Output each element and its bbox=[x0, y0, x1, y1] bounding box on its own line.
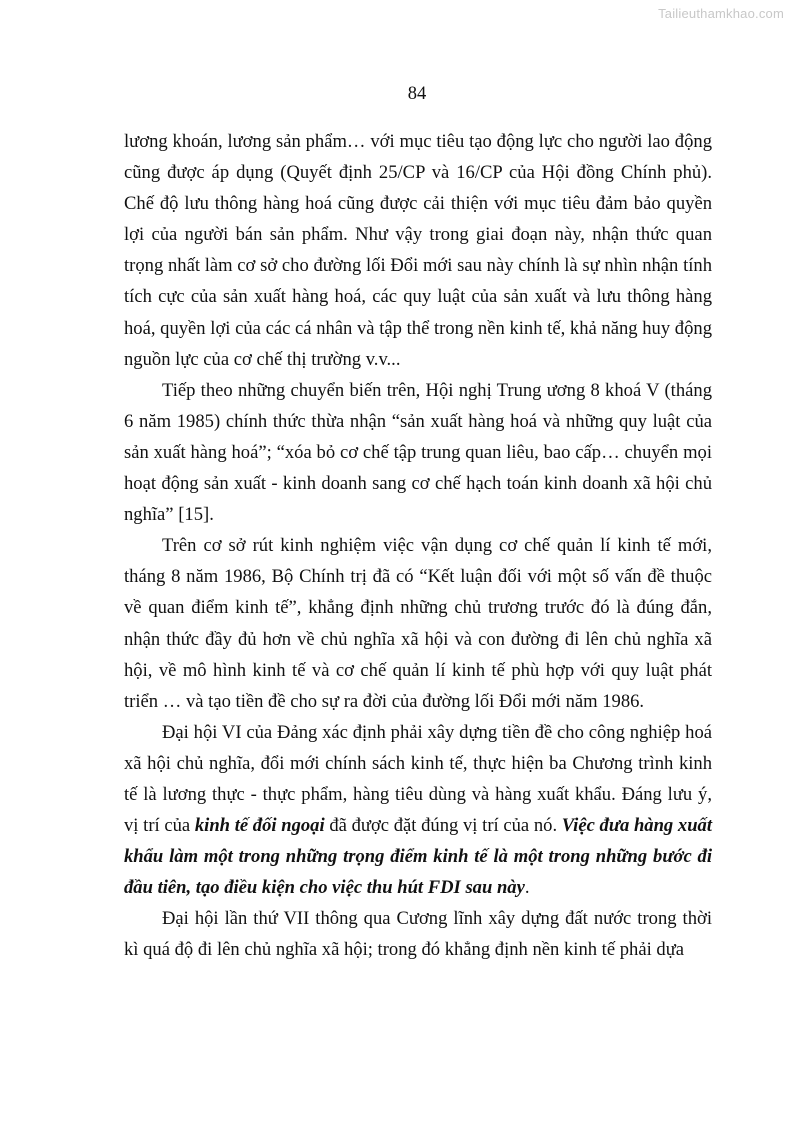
paragraph-3 bbox=[124, 530, 712, 717]
paragraph-text: lương khoán, lương sản phẩm… với mục tiêu tạo động lực cho người lao động cũng được áp dụng (Quyết định 25/CP và 16/CP của Hội đồng Chính phủ). Chế độ lưu thông hàng hoá cũng được cải thiện với mục tiêu đảm bảo quyền lợi của người bán sản phẩm. Như vậy trong giai đoạn này, nhận thức quan trọng nhất làm cơ sở cho đường lối Đổi mới sau này chính là sự nhìn nhận tính tích cực của sản xuất hàng hoá, các quy luật của sản xuất và lưu thông hàng hoá, quyền lợi của các cá nhân và tập thể trong nền kinh tế, khả năng huy động nguồn lực của cơ chế thị trường v.v... bbox=[124, 131, 712, 370]
paragraph-text: Tiếp theo những chuyển biến trên, Hội nghị Trung ương 8 khoá V (tháng 6 năm 1985) chính thức thừa nhận “sản xuất hàng hoá và những quy luật của sản xuất hàng hoá”; “xóa bỏ cơ chế tập trung quan liêu, bao cấp… chuyển mọi hoạt động sản xuất - kinh doanh sang cơ chế hạch toán kinh doanh xã hội chủ nghĩa” [15]. bbox=[124, 379, 712, 526]
paragraph-text: Trên cơ sở rút kinh nghiệm việc vận dụng cơ chế quản lí kinh tế mới, tháng 8 năm 1986, Bộ Chính trị đã có “Kết luận đối với một số vấn đề thuộc về quan điểm kinh tế”, khẳng định những chủ trương trước đó là đúng đắn, nhận thức đầy đủ hơn về chủ nghĩa xã hội và con đường đi lên chủ nghĩa xã hội, về mô hình kinh tế và cơ chế quản lí kinh tế phù hợp với quy luật phát triển … và tạo tiền đề cho sự ra đời của đường lối Đổi mới năm 1986. bbox=[124, 535, 712, 712]
paragraph-5 bbox=[124, 903, 712, 965]
paragraph-text: Đại hội VI của Đảng xác định phải xây dựng tiền đề cho công nghiệp hoá xã hội chủ nghĩa, đổi mới chính sách kinh tế, thực hiện ba Chương trình kinh tế là lương thực - thực phẩm, hàng tiêu dùng và hàng xuất khẩu. Đáng lưu ý, vị trí của bbox=[124, 721, 712, 837]
paragraph-4 bbox=[124, 717, 712, 904]
paragraph-1 bbox=[124, 126, 712, 375]
paragraph-text: . bbox=[524, 877, 530, 899]
document-body bbox=[124, 126, 712, 966]
page-number: 84 bbox=[407, 84, 427, 104]
paragraph-2 bbox=[124, 375, 712, 530]
watermark: Tailieuthamkhao.com bbox=[658, 6, 784, 21]
paragraph-text: Đại hội lần thứ VII thông qua Cương lĩnh xây dựng đất nước trong thời kì quá độ đi lên chủ nghĩa xã hội; trong đó khẳng định nền kinh tế phải dựa bbox=[124, 908, 712, 961]
emphasis-external-economy: kinh tế đối ngoại bbox=[194, 815, 325, 837]
paragraph-text: đã được đặt đúng vị trí của nó. bbox=[324, 815, 562, 837]
emphasis-export-fdi: Việc đưa hàng xuất khẩu làm một trong những trọng điểm kinh tế là một trong những bước đi đầu tiên, tạo điều kiện cho việc thu hút FDI sau này bbox=[124, 815, 713, 899]
